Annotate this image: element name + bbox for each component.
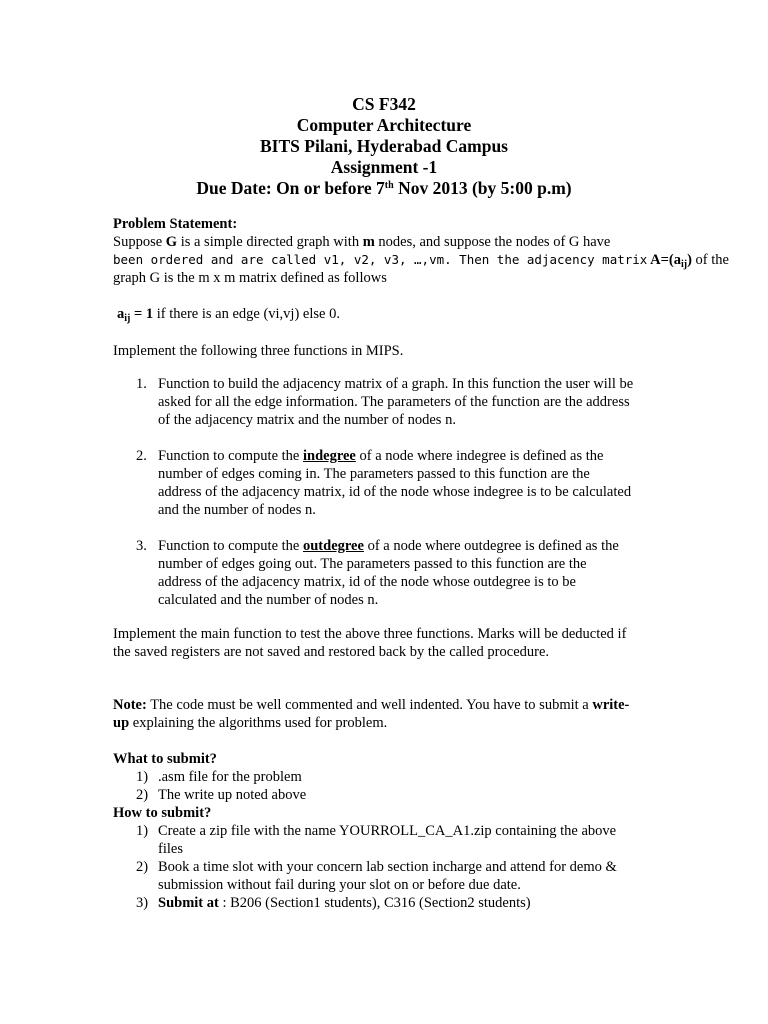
list-item: 3. Function to compute the outdegree of a node where outdegree is defined as the number of edges going out. The parameters passed to this function are the address of the adjacency matrix, id of the node whose outdegree is to be calculated and the number of nodes n. xyxy=(136,538,619,608)
list-item: 1) Create a zip file with the name YOURROLL_CA_A1.zip containing the above files xyxy=(136,823,617,857)
note: Note: The code must be well commented and well indented. You have to submit a write- up explaining the algorithms used for problem. xyxy=(113,697,630,731)
implement-instruction: Implement the following three functions in MIPS. xyxy=(113,343,404,359)
list-item: 2) Book a time slot with your concern lab section incharge and attend for demo & submission without fail during your slot on or before due date. xyxy=(136,859,617,893)
problem-line-3: graph G is the m x m matrix defined as follows xyxy=(113,270,387,286)
what-to-submit xyxy=(113,750,658,912)
list-item: 2) The write up noted above xyxy=(136,787,307,803)
course-name: Computer Architecture xyxy=(296,115,472,135)
assignment-title: Assignment -1 xyxy=(330,157,438,177)
problem-statement xyxy=(113,215,729,287)
problem-line-2: been ordered and are called v1, v2, v3, …,vm. Then the adjacency matrix $A=(a_{ij})$ of the xyxy=(113,252,729,270)
how-to-submit-heading: How to submit? xyxy=(113,805,212,821)
what-to-submit-heading: What to submit? xyxy=(113,751,217,767)
problem-heading: Problem Statement: xyxy=(113,216,238,232)
list-item: 1) .asm file for the problem xyxy=(136,769,302,785)
adjacency-definition: $a_{ij} = 1$ if there is an edge (vi,vj) else 0. xyxy=(117,306,340,324)
list-item: 2. Function to compute the indegree of a node where indegree is defined as the number of edges coming in. The parameters passed to this function are the address of the adjacency matrix, id of the node whose indegree is to be calculated and the number of nodes n. xyxy=(136,448,632,518)
problem-line-1: Suppose G is a simple directed graph with m nodes, and suppose the nodes of G have xyxy=(113,234,611,250)
list-item: 1. Function to build the adjacency matrix of a graph. In this function the user will be asked for all the edge information. The parameters of the function are the address of the adjacency matrix and the number of nodes n. xyxy=(136,376,634,428)
course-code: CS F342 xyxy=(352,94,416,114)
main-function-instruction: Implement the main function to test the above three functions. Marks will be deducted if the saved registers are not saved and restored back by the called procedure. xyxy=(113,626,627,660)
list-item: 3) Submit at : B206 (Section1 students), C316 (Section2 students) xyxy=(136,895,531,911)
function-list xyxy=(113,375,658,609)
due-date: Due Date: On or before 7th Nov 2013 (by 5:00 p.m) xyxy=(196,178,572,198)
institution-name: BITS Pilani, Hyderabad Campus xyxy=(260,136,508,156)
document-header xyxy=(0,94,768,199)
